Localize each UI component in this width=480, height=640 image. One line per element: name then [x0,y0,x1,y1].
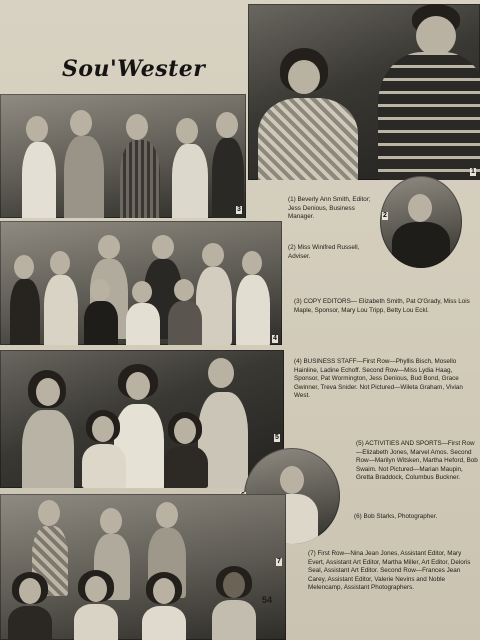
caption-3: (3) COPY EDITORS— Elizabeth Smith, Pat O'Grady, Miss Lois Maple, Sponsor, Mary Lou Tripp, Betty Lou Eckl. [294,298,470,314]
photo-adviser [380,176,462,268]
page-title: Sou'Wester [62,56,206,82]
caption-1: (1) Beverly Ann Smith, Editor; Jess Denious, Business Manager. [288,196,371,221]
page-number: 54 [262,595,273,605]
caption-6: (6) Bob Starks, Photographer. [354,513,438,520]
photo-number-3: 3 [237,206,241,213]
photo-number-2: 2 [383,212,387,219]
photo-activities-sports [0,350,284,488]
caption-5: (5) ACTIVITIES AND SPORTS—First Row—Elizabeth Jones, Marvel Amos. Second Row—Marilyn Witsken, Martha Heford, Bob Swaim. Not Pictured—Marian Maupin, Gretta Braddock, Columbus Buckner. [356,440,478,482]
photo-number-5: 5 [275,434,279,441]
caption-7: (7) First Row—Nina Jean Jones, Assistant Editor, Mary Evert, Assistant Art Editor, Martha Miller, Art Editor, Deloris Seal, Assistant Art Editor. Second Row—Frances Jean Carey, Assistant Editor, Valerie Nevins and Noble Melencamp, Assistant Photographers. [308,550,471,592]
photo-editors [248,4,480,180]
caption-2: (2) Miss Winifred Russell, Adviser. [288,244,360,260]
photo-number-1: 1 [471,168,475,175]
photo-number-7: 7 [277,558,281,565]
photo-number-4: 4 [273,335,277,342]
photo-copy-editors [0,94,246,218]
caption-4: (4) BUSINESS STAFF—First Row—Phyllis Bisch, Mosello Hainline, Ladine Echoff. Second Row—Miss Lydia Haag, Sponsor, Pat Wormington, Jess Denious, Bud Bond, Grace Gwinner, Treva Snider. Not Pictured—Wileta Graham, Vivian West. [294,358,463,400]
photo-business-staff [0,221,282,345]
photo-art-staff [0,494,286,640]
